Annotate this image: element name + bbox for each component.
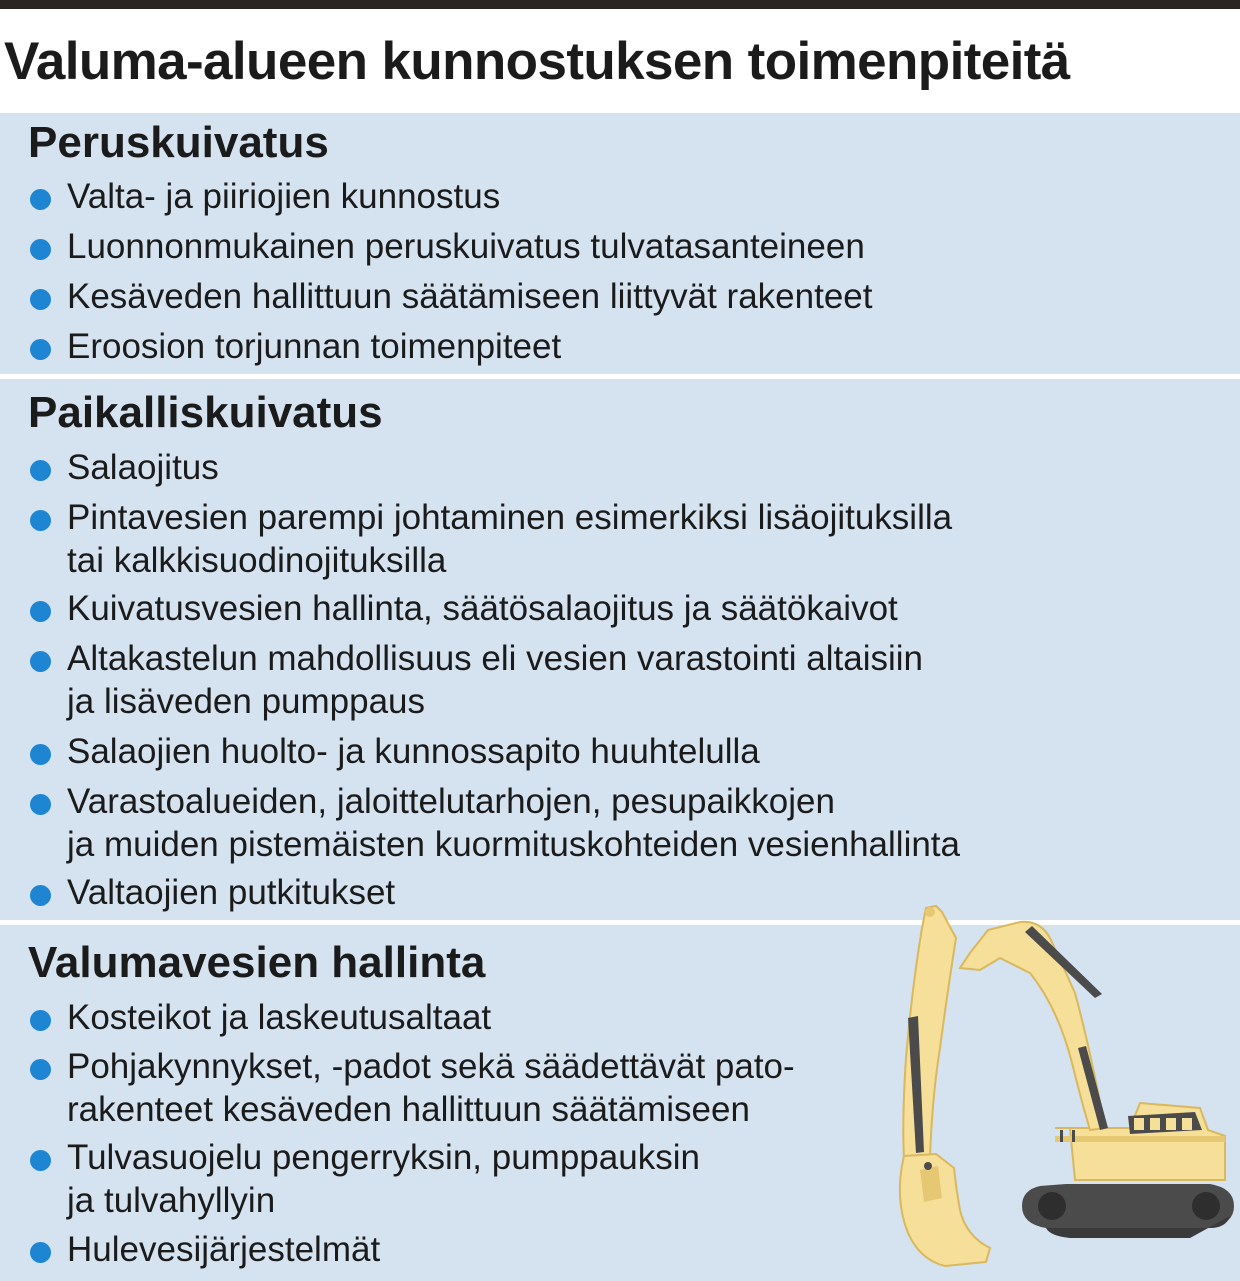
list-item-text: Kosteikot ja laskeutusaltaat [67, 998, 492, 1037]
list-item-text: Salaojitus [67, 448, 219, 487]
excavator-bucket-icon [900, 1154, 990, 1266]
list-item-text: Kuivatusvesien hallinta, säätösalaojitus ja säätökaivot [67, 589, 898, 628]
bullet-icon [30, 744, 51, 765]
bullet-icon [30, 339, 51, 360]
excavator-arm-icon [903, 906, 956, 1164]
list-item-text: Tulvasuojelu pengerryksin, pumppauksin ja tulvahyllyin [67, 1138, 700, 1220]
list-item-text: Varastoalueiden, jaloittelutarhojen, pesupaikkojen ja muiden pistemäisten kuormituskohteiden vesienhallinta [67, 782, 960, 864]
bullet-icon [30, 510, 51, 531]
excavator-boom-icon [960, 922, 1108, 1130]
section-paikalliskuivatus [0, 379, 1240, 920]
bullet-icon [30, 189, 51, 210]
excavator-icon [890, 898, 1235, 1270]
list-item-text: Luonnonmukainen peruskuivatus tulvatasanteineen [67, 227, 865, 266]
bullet-icon [30, 1242, 51, 1263]
bullet-icon [30, 460, 51, 481]
bullet-icon [30, 239, 51, 260]
section-heading: Valumavesien hallinta [28, 938, 486, 987]
list-item-text: Pohjakynnykset, -padot sekä säädettävät pato- rakenteet kesäveden hallittuun säätämiseen [67, 1047, 795, 1129]
section-heading: Peruskuivatus [28, 118, 329, 167]
list-item-text: Pintavesien parempi johtaminen esimerkiksi lisäojituksilla tai kalkkisuodinojituksilla [67, 498, 953, 580]
bullet-icon [30, 601, 51, 622]
list-item-text: Salaojien huolto- ja kunnossapito huuhtelulla [67, 732, 760, 771]
section-heading: Paikalliskuivatus [28, 388, 383, 437]
bullet-icon [30, 651, 51, 672]
list-item-text: Valtaojien putkitukset [67, 873, 396, 912]
top-rule [0, 0, 1240, 9]
page-title: Valuma-alueen kunnostuksen toimenpiteitä [4, 32, 1070, 91]
bullet-icon [30, 1150, 51, 1171]
bullet-icon [30, 794, 51, 815]
excavator-tracks-icon [1022, 1184, 1234, 1238]
bullet-icon [30, 1059, 51, 1080]
excavator-cab-icon [1055, 1103, 1225, 1180]
list-item-text: Eroosion torjunnan toimenpiteet [67, 327, 562, 366]
list-item-text: Altakastelun mahdollisuus eli vesien varastointi altaisiin ja lisäveden pumppaus [67, 639, 923, 721]
bullet-icon [30, 289, 51, 310]
list-item-text: Hulevesijärjestelmät [67, 1230, 381, 1269]
section-peruskuivatus [0, 113, 1240, 374]
bullet-icon [30, 1010, 51, 1031]
list-item-text: Valta- ja piiriojien kunnostus [67, 177, 501, 216]
list-item-text: Kesäveden hallittuun säätämiseen liittyvät rakenteet [67, 277, 873, 316]
bullet-icon [30, 885, 51, 906]
